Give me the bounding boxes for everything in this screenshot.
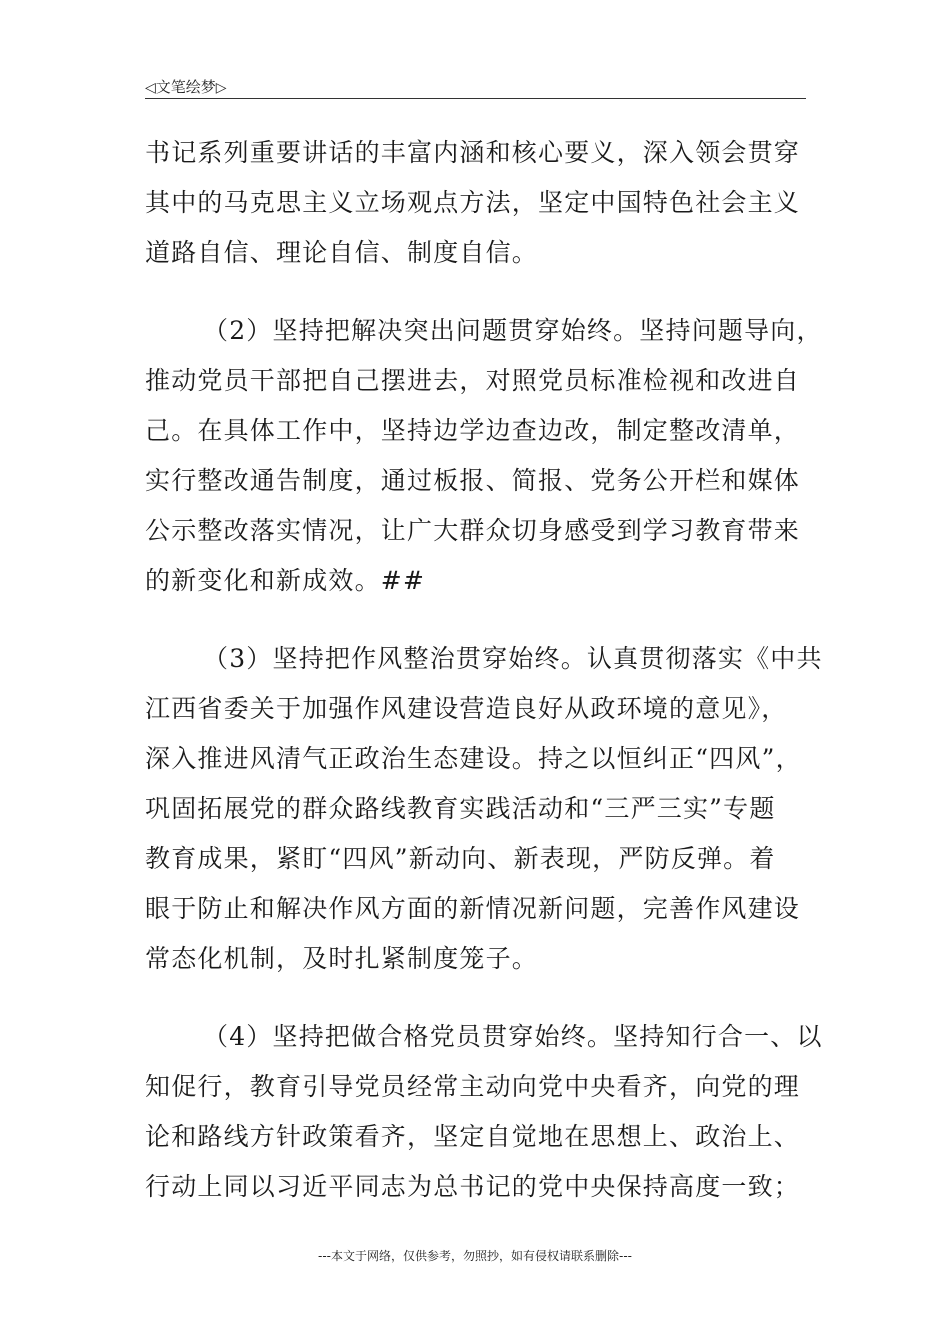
paragraph-4 (145, 1012, 823, 1212)
text-line: 公示整改落实情况，让广大群众切身感受到学习教育带来 (145, 516, 801, 545)
text-line: 推动党员干部把自己摆进去，对照党员标准检视和改进自 (145, 366, 801, 395)
text-line: 巩固拓展党的群众路线教育实践活动和“三严三实”专题 (145, 794, 776, 823)
header-title (145, 76, 227, 97)
text-line: 眼于防止和解决作风方面的新情况新问题，完善作风建设 (145, 894, 801, 923)
page-header (145, 70, 806, 99)
text-line: 知促行，教育引导党员经常主动向党中央看齐，向党的理 (145, 1072, 801, 1101)
document-body (145, 128, 823, 1212)
left-triangle-icon: ◁ (145, 80, 156, 96)
text-line: 己。在具体工作中，坚持边学边查边改，制定整改清单， (145, 416, 801, 445)
text-line: 教育成果，紧盯“四风”新动向、新表现，严防反弹。着 (145, 844, 776, 873)
text-line: 书记系列重要讲话的丰富内涵和核心要义，深入领会贯穿 (145, 138, 801, 167)
text-line: 其中的马克思主义立场观点方法，坚定中国特色社会主义 (145, 188, 801, 217)
text-line: 道路自信、理论自信、制度自信。 (145, 238, 539, 267)
text-line: （2）坚持把解决突出问题贯穿始终。坚持问题导向， (203, 316, 823, 345)
page-footer: ---本文于网络，仅供参考，勿照抄，如有侵权请联系删除--- (318, 1249, 632, 1263)
paragraph-1 (145, 128, 807, 278)
text-line: 论和路线方针政策看齐，坚定自觉地在思想上、政治上、 (145, 1122, 801, 1151)
text-line: 的新变化和新成效。## (145, 566, 426, 595)
paragraph-3 (145, 634, 823, 984)
right-triangle-icon: ▷ (215, 80, 227, 96)
header-title-text: 文笔绘梦 (155, 78, 216, 96)
text-line: 常态化机制，及时扎紧制度笼子。 (145, 944, 539, 973)
text-line: （4）坚持把做合格党员贯穿始终。坚持知行合一、以 (203, 1022, 823, 1051)
text-line: 实行整改通告制度，通过板报、简报、党务公开栏和媒体 (145, 466, 801, 495)
text-line: 行动上同以习近平同志为总书记的党中央保持高度一致； (145, 1172, 801, 1201)
text-line: （3）坚持把作风整治贯穿始终。认真贯彻落实《中共 (203, 644, 823, 673)
text-line: 江西省委关于加强作风建设营造良好从政环境的意见》， (145, 694, 788, 723)
paragraph-2 (145, 306, 823, 606)
text-line: 深入推进风清气正政治生态建设。持之以恒纠正“四风”， (145, 744, 802, 773)
